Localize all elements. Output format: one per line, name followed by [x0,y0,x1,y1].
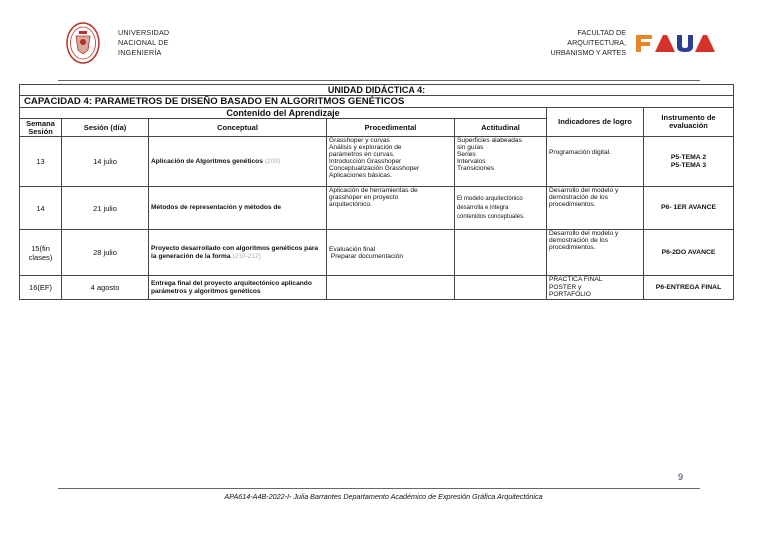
act-line: Superficies alabeadas [457,137,522,144]
cell-procedimental [327,276,455,300]
university-name [118,28,169,58]
proc-line: Evaluación final [329,245,376,253]
conceptual-text: Entrega final del proyecto arquitectónico aplicando parámetros y algoritmos genéticos [151,280,312,295]
cell-actitudinal [455,276,547,300]
cell-procedimental [327,187,455,230]
act-line: Series [457,151,476,158]
proc-line: Análisis y exploración de [329,144,402,151]
ind-line: PORTAFOLIO [549,291,591,299]
cell-actitudinal [455,187,547,230]
cell-actitudinal [455,137,547,187]
conceptual-text: Aplicación de Algoritmos genéticos [151,157,263,165]
ind-line: PRACTICA FINAL [549,276,603,284]
cell-actitudinal [455,230,547,276]
header-conceptual: Conceptual [149,119,327,137]
conceptual-ref: (210-212) [232,252,261,260]
cell-indicadores [547,137,644,187]
ind-line: demostración de los [549,237,609,244]
cell-indicadores [547,276,644,300]
cell-semana: 14 [20,187,62,230]
ind-line: demostración de los [549,194,609,201]
ind-line: Desarrollo del modelo y [549,187,619,194]
header-actitudinal: Actitudinal [455,119,547,137]
cell-dia: 14 julio [62,137,149,187]
act-line: Transiciones [457,165,495,172]
syllabus-table [19,84,734,300]
cell-instrumento [644,137,734,187]
instr-line: P5-TEMA 2 [670,153,707,161]
header-instrumento: Instrumento de evaluación [644,108,734,137]
proc-line: grasshoper en proyecto [329,194,399,201]
page-number: 9 [678,472,684,482]
cell-semana: 13 [20,137,62,187]
cell-semana: 16(EF) [20,276,62,300]
ind-line: Programación digital. [549,149,611,156]
ind-line: Desarrollo del modelo y [549,230,619,237]
cell-conceptual [149,137,327,187]
table-row [20,276,734,300]
ind-line: procedimientos. [549,201,596,208]
cell-instrumento [644,230,734,276]
header-sesion: Sesión (día) [62,119,149,137]
cell-instrumento [644,276,734,300]
instr-line: P5-TEMA 3 [670,161,707,169]
content-title: Contenido del Aprendizaje [20,108,547,119]
conceptual-ref: (209) [264,157,281,165]
conceptual-text: Proyecto desarrollado con algoritmos genéticos para la generación de la forma [151,245,319,260]
table-row [20,137,734,187]
header-divider [58,80,700,81]
university-line-1: UNIVERSIDAD [118,28,170,37]
cell-instrumento [644,187,734,230]
capacity-title: CAPACIDAD 4: PARAMETROS DE DISEÑO BASADO EN ALGORITMOS GENÉTICOS [20,96,734,108]
cell-procedimental [327,137,455,187]
proc-line: Preparar documentación [329,252,404,260]
faculty-name [540,28,626,58]
proc-line: arquitectónico. [329,201,372,208]
cell-conceptual [149,187,327,230]
faculty-line-1: FACULTAD DE [577,28,626,37]
table-row [20,187,734,230]
cell-procedimental [327,230,455,276]
proc-line: parámetros en curvas. [329,151,395,158]
cell-dia: 21 julio [62,187,149,230]
table-row [20,230,734,276]
university-line-2: NACIONAL DE [118,38,169,47]
university-line-3: INGENIERÍA [118,48,162,57]
proc-line: Introducción Grasshoper [329,158,402,165]
act-line: Intervalos [457,158,486,165]
cell-conceptual [149,276,327,300]
cell-dia: 4 agosto [62,276,149,300]
cell-indicadores [547,230,644,276]
conceptual-text: Métodos de representación y métodos de [151,204,282,212]
unit-title: UNIDAD DIDÁCTICA 4: [20,85,734,96]
cell-conceptual [149,230,327,276]
header-semana: Semana Sesión [20,119,62,137]
proc-line: Aplicación de herramientas de [329,187,418,194]
footer-text: APA614-A4B-2022-I- Julia Barrantes Departamento Académico de Expresión Gráfica Arquitectónica [224,492,543,501]
faculty-line-3: URBANISMO Y ARTES [550,48,626,57]
faculty-line-2: ARQUITECTURA, [567,38,626,47]
act-line: desarrolla e integra [457,204,509,211]
ind-line: procedimientos. [549,244,596,251]
act-line: sin guías [457,144,484,151]
proc-line: Conceptualización Grasshoper [329,165,420,172]
ind-line: POSTER y [549,283,582,291]
instr-line: P6-2DO AVANCE [661,248,716,256]
cell-dia: 28 julio [62,230,149,276]
instr-line: P6- 1ER AVANCE [661,204,717,211]
cell-indicadores [547,187,644,230]
proc-line: Grasshoper y curvas [329,137,390,144]
university-seal-logo [66,22,100,64]
act-line: El modelo arquitectónico [457,195,523,202]
cell-semana: 15(fin clases) [20,230,62,276]
faua-logo [635,34,716,53]
header-indicadores: Indicadores de logro [547,108,644,137]
footer-divider [58,488,700,489]
act-line: contenidos conceptuales. [457,213,525,220]
instr-line: P6-ENTREGA FINAL [655,283,722,291]
header-procedimental: Procedimental [327,119,455,137]
proc-line: Aplicaciones básicas. [329,172,393,179]
